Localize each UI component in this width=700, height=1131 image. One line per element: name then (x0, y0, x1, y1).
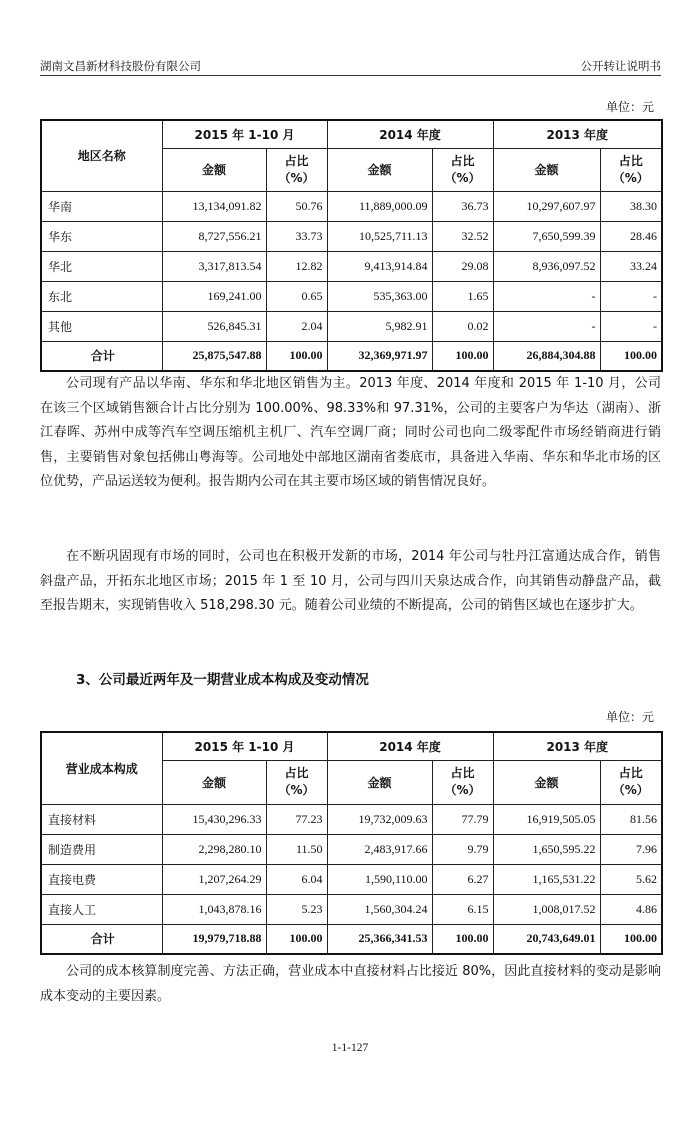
amount-cell: 19,979,718.88 (162, 924, 266, 954)
ratio-unit: （%） (278, 170, 315, 185)
amount-cell: 1,207,264.29 (162, 864, 266, 894)
table2-period-header: 2014 年度 (327, 732, 493, 760)
ratio-cell: 100.00 (266, 341, 327, 371)
amount-cell: 5,982.91 (327, 311, 432, 341)
ratio-cell: - (600, 281, 662, 311)
amount-cell: - (493, 311, 600, 341)
amount-cell: 13,134,091.82 (162, 191, 266, 221)
amount-cell: 26,884,304.88 (493, 341, 600, 371)
amount-cell: 15,430,296.33 (162, 804, 266, 834)
ratio-cell: 33.73 (266, 221, 327, 251)
table-row (41, 311, 662, 341)
page-number: 1-1-127 (331, 1042, 369, 1054)
amount-cell: 8,727,556.21 (162, 221, 266, 251)
amount-cell: 169,241.00 (162, 281, 266, 311)
table1-ratio-header (266, 148, 327, 191)
paragraph-cost-summary: 公司的成本核算制度完善、方法正确，营业成本中直接材料占比接近 80%，因此直接材料的变动是影响成本变动的主要因素。 (40, 964, 661, 1004)
ratio-cell: 33.24 (600, 251, 662, 281)
table2-ratio-header (266, 760, 327, 804)
row-label: 制造费用 (41, 834, 162, 864)
amount-cell: 11,889,000.09 (327, 191, 432, 221)
ratio-cell: 0.02 (432, 311, 493, 341)
ratio-label: 占比 (618, 153, 643, 168)
amount-cell: 7,650,599.39 (493, 221, 600, 251)
ratio-label: 占比 (284, 766, 309, 780)
row-label: 合计 (41, 341, 162, 371)
ratio-cell: 1.65 (432, 281, 493, 311)
row-label: 直接材料 (41, 804, 162, 834)
ratio-cell: 6.04 (266, 864, 327, 894)
table1-period-header: 2014 年度 (327, 120, 493, 148)
table1-unit: 单位：元 (605, 100, 654, 114)
amount-cell: 1,043,878.16 (162, 894, 266, 924)
row-label: 东北 (41, 281, 162, 311)
ratio-label: 占比 (618, 766, 643, 780)
ratio-cell: 36.73 (432, 191, 493, 221)
amount-cell: 1,590,110.00 (327, 864, 432, 894)
table-row (41, 251, 662, 281)
ratio-cell: 5.23 (266, 894, 327, 924)
table-row (41, 191, 662, 221)
ratio-cell: - (600, 311, 662, 341)
amount-cell: 25,875,547.88 (162, 341, 266, 371)
ratio-cell: 100.00 (600, 924, 662, 954)
table1-corner-header: 地区名称 (41, 120, 162, 191)
table1-ratio-header (600, 148, 662, 191)
table1-period-header: 2015 年 1-10 月 (162, 120, 327, 148)
ratio-cell: 2.04 (266, 311, 327, 341)
ratio-cell: 77.23 (266, 804, 327, 834)
operating-cost-table (40, 731, 663, 955)
ratio-cell: 81.56 (600, 804, 662, 834)
table-total-row (41, 924, 662, 954)
amount-cell: 19,732,009.63 (327, 804, 432, 834)
ratio-unit: （%） (444, 783, 481, 797)
page-header (40, 46, 661, 76)
ratio-label: 占比 (284, 153, 309, 168)
amount-cell: 535,363.00 (327, 281, 432, 311)
paragraph-new-markets: 在不断巩固现有市场的同时，公司也在积极开发新的市场，2014 年公司与牡丹江富通达成合作，销售斜盘产品，开拓东北地区市场；2015 年 1 至 10 月，公司与四川天泉达成合作，向其销售动静盘产品，截至报告期末，实现销售收入 518,298.30 元。随着公司业绩的不断提高，公司的销售区域也在逐步扩大。 (40, 549, 661, 613)
ratio-cell: 12.82 (266, 251, 327, 281)
table2-corner-header: 营业成本构成 (41, 732, 162, 804)
table1-amount-header: 金额 (327, 148, 432, 191)
ratio-cell: 38.30 (600, 191, 662, 221)
ratio-cell: 11.50 (266, 834, 327, 864)
company-name: 湖南文昌新材科技股份有限公司 (40, 59, 201, 73)
amount-cell: 10,297,607.97 (493, 191, 600, 221)
table1-ratio-header (432, 148, 493, 191)
table2-amount-header: 金额 (327, 760, 432, 804)
amount-cell: 1,165,531.22 (493, 864, 600, 894)
table2-amount-header: 金额 (493, 760, 600, 804)
document-type: 公开转让说明书 (580, 59, 661, 73)
amount-cell: 2,483,917.66 (327, 834, 432, 864)
ratio-unit: （%） (612, 783, 649, 797)
ratio-label: 占比 (450, 766, 475, 780)
table2-unit: 单位：元 (605, 710, 654, 724)
ratio-unit: （%） (444, 170, 481, 185)
ratio-cell: 50.76 (266, 191, 327, 221)
amount-cell: 16,919,505.05 (493, 804, 600, 834)
ratio-cell: 29.08 (432, 251, 493, 281)
section-heading-cost-structure: 3、公司最近两年及一期营业成本构成及变动情况 (76, 672, 369, 688)
ratio-cell: 77.79 (432, 804, 493, 834)
amount-cell: 3,317,813.54 (162, 251, 266, 281)
ratio-cell: 6.27 (432, 864, 493, 894)
ratio-cell: 9.79 (432, 834, 493, 864)
table-row (41, 804, 662, 834)
ratio-cell: 100.00 (600, 341, 662, 371)
table2-period-header: 2013 年度 (493, 732, 662, 760)
ratio-cell: 100.00 (266, 924, 327, 954)
table-row (41, 834, 662, 864)
amount-cell: 10,525,711.13 (327, 221, 432, 251)
amount-cell: 1,650,595.22 (493, 834, 600, 864)
amount-cell: 32,369,971.97 (327, 341, 432, 371)
ratio-cell: 7.96 (600, 834, 662, 864)
table-row (41, 864, 662, 894)
ratio-label: 占比 (450, 153, 475, 168)
ratio-unit: （%） (612, 170, 649, 185)
amount-cell: 1,560,304.24 (327, 894, 432, 924)
row-label: 华北 (41, 251, 162, 281)
ratio-unit: （%） (278, 783, 315, 797)
row-label: 华东 (41, 221, 162, 251)
amount-cell: 9,413,914.84 (327, 251, 432, 281)
ratio-cell: 6.15 (432, 894, 493, 924)
ratio-cell: 32.52 (432, 221, 493, 251)
ratio-cell: 0.65 (266, 281, 327, 311)
ratio-cell: 100.00 (432, 924, 493, 954)
row-label: 直接人工 (41, 894, 162, 924)
table-row (41, 221, 662, 251)
table2-amount-header: 金额 (162, 760, 266, 804)
table1-amount-header: 金额 (162, 148, 266, 191)
table2-ratio-header (432, 760, 493, 804)
row-label: 直接电费 (41, 864, 162, 894)
amount-cell: 25,366,341.53 (327, 924, 432, 954)
amount-cell: - (493, 281, 600, 311)
table2-ratio-header (600, 760, 662, 804)
ratio-cell: 28.46 (600, 221, 662, 251)
row-label: 华南 (41, 191, 162, 221)
amount-cell: 8,936,097.52 (493, 251, 600, 281)
row-label: 合计 (41, 924, 162, 954)
amount-cell: 1,008,017.52 (493, 894, 600, 924)
region-sales-table (40, 119, 663, 372)
amount-cell: 2,298,280.10 (162, 834, 266, 864)
amount-cell: 20,743,649.01 (493, 924, 600, 954)
ratio-cell: 100.00 (432, 341, 493, 371)
table2-period-header: 2015 年 1-10 月 (162, 732, 327, 760)
table1-amount-header: 金额 (493, 148, 600, 191)
table-total-row (41, 341, 662, 371)
row-label: 其他 (41, 311, 162, 341)
ratio-cell: 4.86 (600, 894, 662, 924)
table1-period-header: 2013 年度 (493, 120, 662, 148)
ratio-cell: 5.62 (600, 864, 662, 894)
amount-cell: 526,845.31 (162, 311, 266, 341)
table-row (41, 281, 662, 311)
table-row (41, 894, 662, 924)
paragraph-regional-sales: 公司现有产品以华南、华东和华北地区销售为主。2013 年度、2014 年度和 2015 年 1-10 月，公司在该三个区域销售额合计占比分别为 100.00%、98.33%和 97.31%，公司的主要客户为华达（湖南）、浙江春晖、苏州中成等汽车空调压缩机主机厂、汽车空调厂商；同时公司也向二级零配件市场经销商进行销售，主要销售对象包括佛山粤海等。公司地处中部地区湖南省娄底市，具备进入华南、华东和华北市场的区位优势，产品运送较为便利。报告期内公司在其主要市场区域的销售情况良好。 (40, 376, 661, 489)
